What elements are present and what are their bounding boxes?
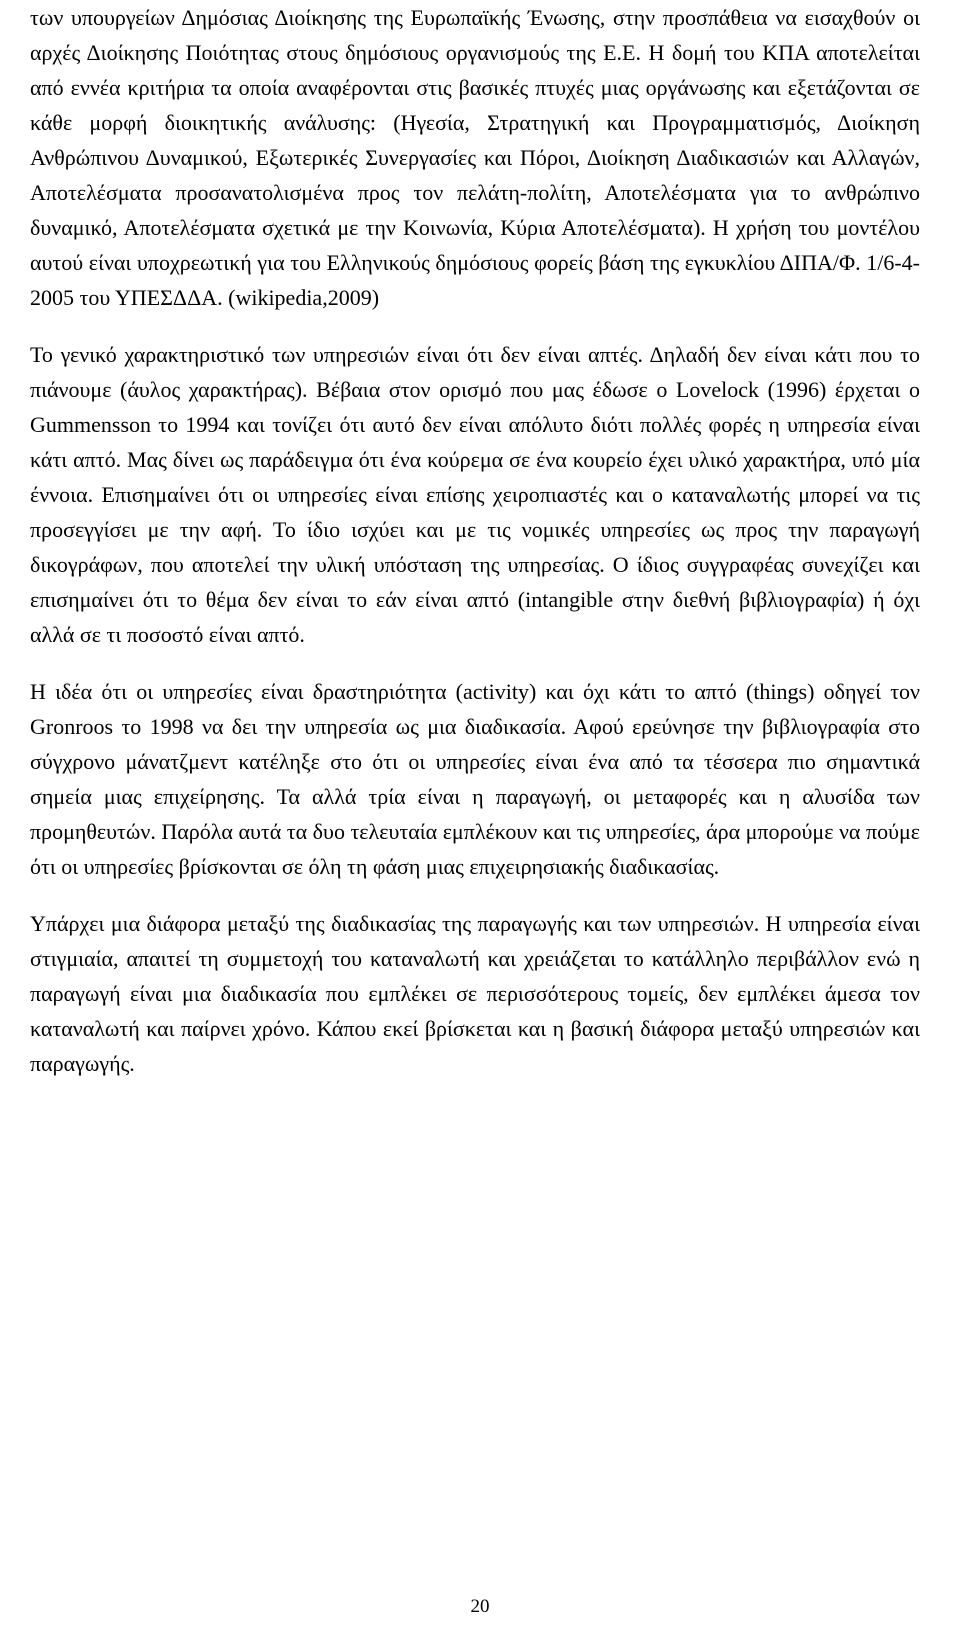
page-number: 20 xyxy=(470,1596,490,1617)
document-body xyxy=(30,0,920,1081)
paragraph-services-as-activity: Η ιδέα ότι οι υπηρεσίες είναι δραστηριότητα (activity) και όχι κάτι το απτό (things) οδηγεί τον Gronroos το 1998 να δει την υπηρεσία ως μια διαδικασία. Αφού ερεύνησε την βιβλιογραφία στο σύγχρονο μάνατζμεντ κατέληξε στο ότι οι υπηρεσίες είναι ένα από τα τέσσερα πιο σημαντικά σημεία μιας επιχείρησης. Τα αλλά τρία είναι η παραγωγή, οι μεταφορές και η αλυσίδα των προμηθευτών. Παρόλα αυτά τα δυο τελευταία εμπλέκουν και τις υπηρεσίες, άρα μπορούμε να πούμε ότι οι υπηρεσίες βρίσκονται σε όλη τη φάση μιας επιχειρησιακής διαδικασίας. xyxy=(30,679,920,879)
paragraph-production-vs-services: Υπάρχει μια διάφορα μεταξύ της διαδικασίας της παραγωγής και των υπηρεσιών. Η υπηρεσία είναι στιγμιαία, απαιτεί τη συμμετοχή του καταναλωτή και χρειάζεται το κατάλληλο περιβάλλον ενώ η παραγωγή είναι μια διαδικασία που εμπλέκει σε περισσότερους τομείς, δεν εμπλέκει άμεσα τον καταναλωτή και παίρνει χρόνο. Κάπου εκεί βρίσκεται και η βασική διάφορα μεταξύ υπηρεσιών και παραγωγής. xyxy=(30,911,920,1076)
paragraph-kpa-structure: των υπουργείων Δημόσιας Διοίκησης της Ευρωπαϊκής Ένωσης, στην προσπάθεια να εισαχθούν οι αρχές Διοίκησης Ποιότητας στους δημόσιους οργανισμούς της Ε.Ε. Η δομή του ΚΠΑ αποτελείται από εννέα κριτήρια τα οποία αναφέρονται στις βασικές πτυχές μιας οργάνωσης και εξετάζονται σε κάθε μορφή διοικητικής ανάλυσης: (Ηγεσία, Στρατηγική και Προγραμματισμός, Διοίκηση Ανθρώπινου Δυναμικού, Εξωτερικές Συνεργασίες και Πόροι, Διοίκηση Διαδικασιών και Αλλαγών, Αποτελέσματα προσανατολισμένα προς τον πελάτη-πολίτη, Αποτελέσματα για το ανθρώπινο δυναμικό, Αποτελέσματα σχετικά με την Κοινωνία, Κύρια Αποτελέσματα). Η χρήση του μοντέλου αυτού είναι υποχρεωτική για του Ελληνικούς δημόσιους φορείς βάση της εγκυκλίου ΔΙΠΑ/Φ. 1/6-4-2005 του ΥΠΕΣΔΔΑ. (wikipedia,2009) xyxy=(30,5,920,310)
paragraph-services-intangibility: Το γενικό χαρακτηριστικό των υπηρεσιών είναι ότι δεν είναι απτές. Δηλαδή δεν είναι κάτι που το πιάνουμε (άυλος χαρακτήρας). Βέβαια στον ορισμό που μας έδωσε ο Lovelock (1996) έρχεται ο Gummensson το 1994 και τονίζει ότι αυτό δεν είναι απόλυτο διότι πολλές φορές η υπηρεσία είναι κάτι απτό. Μας δίνει ως παράδειγμα ότι ένα κούρεμα σε ένα κουρείο έχει υλικό χαρακτήρα, υπό μία έννοια. Επισημαίνει ότι οι υπηρεσίες είναι επίσης χειροπιαστές και ο καταναλωτής μπορεί να τις προσεγγίσει με την αφή. Το ίδιο ισχύει και με τις νομικές υπηρεσίες ως προς την παραγωγή δικογράφων, που αποτελεί την υλική υπόσταση της υπηρεσίας. Ο ίδιος συγγραφέας συνεχίζει και επισημαίνει ότι το θέμα δεν είναι το εάν είναι απτό (intangible στην διεθνή βιβλιογραφία) ή όχι αλλά σε τι ποσοστό είναι απτό. xyxy=(30,342,920,647)
